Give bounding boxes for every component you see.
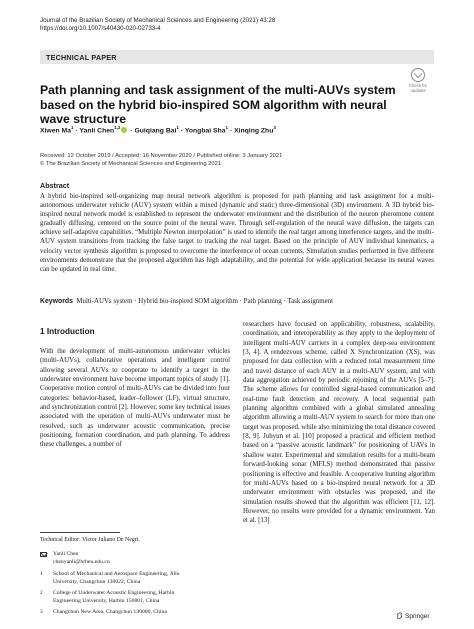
- affiliation-line: University, Changchun 130022, China: [53, 578, 141, 585]
- author-name[interactable]: Yongbai Sha: [184, 127, 226, 135]
- email-icon: [40, 552, 47, 557]
- affiliation-mark: 2: [40, 590, 43, 596]
- affiliation-line: Engineering University, Harbin 150001, China: [53, 597, 160, 604]
- affiliation-item: [40, 590, 240, 606]
- abstract-heading: Abstract: [40, 181, 70, 190]
- journal-header: [40, 17, 275, 33]
- check-updates-line1: Check for: [409, 83, 427, 88]
- author-name[interactable]: Xinqing Zhu: [234, 127, 274, 135]
- author-name[interactable]: Yanli Chen: [79, 127, 115, 135]
- affiliation-line: Changchun New Area, Changchun 130000, China: [53, 609, 167, 615]
- affiliation-mark: 1: [40, 571, 43, 577]
- corresponding-email[interactable]: chenyanli@hrbeu.edu.cn: [53, 558, 110, 565]
- author-affiliation-mark: 3: [273, 125, 276, 130]
- affiliation-line: School of Mechanical and Aerospace Engineering, Jilin: [53, 571, 180, 577]
- affiliation-mark: 3: [40, 609, 43, 615]
- corresponding-name: Yanli Chen: [53, 551, 79, 557]
- author-name[interactable]: Guiqiang Bai: [134, 127, 177, 135]
- springer-horse-icon: [396, 612, 403, 619]
- affiliation-line: College of Underwater Acoustic Engineering, Harbin: [53, 590, 175, 596]
- affiliation-item: [40, 571, 240, 587]
- author-name[interactable]: Xiwen Ma: [40, 127, 71, 135]
- orcid-icon[interactable]: [121, 127, 127, 133]
- section-heading-introduction: 1 Introduction: [40, 327, 95, 336]
- author-affiliation-mark: 1: [225, 125, 229, 130]
- check-for-updates-badge[interactable]: [403, 68, 433, 94]
- check-updates-icon: [411, 68, 425, 82]
- publication-dates: [40, 152, 282, 168]
- footnote-divider: [40, 532, 120, 533]
- section-label: TECHNICAL PAPER: [46, 53, 117, 62]
- abstract-text: A hybrid bio-inspired self-organizing map neural network algorithm is proposed for path planning and task assignment for a multi-autonomous underwater vehicle (AUV) system within a mixed (dynamic and static) three-dimensional (3D) environment. A 3D hybrid bio-inspired neural network model is established to represent the underwater environment and the distribution of the neuron pheromone content gradually diffusing, centered on the source point of the neural wave. Through self-regulation of the neural wave diffusion, the targets can achieve self-adaptive capabilities. “Multiple Newton interpolation” is used to identify the real target among interference targets, and the multi-AUV system transitions from tracking the false target to tracking the real target. Based on the principle of AUV individual kinematics, a velocity vector synthesis algorithm is proposed to overcome the interference of ocean currents. Simulation studies performed in five different environments demonstrate that the proposed algorithm has high adaptability, and the potential for wide application because its neural waves can be updated in real time.: [40, 193, 434, 273]
- author-affiliation-mark: 1: [176, 125, 179, 130]
- affiliation-item: [40, 609, 240, 618]
- technical-editor-note: Technical Editor: Victor Juliano De Negri.: [40, 537, 140, 543]
- corresponding-author: [40, 551, 240, 567]
- keywords-line: [40, 298, 434, 305]
- body-text-left-column: With the development of multi-autonomous underwater vehicles (multi-AUVs), collaborative operations and intelligent control allowing several AUVs to cooperate to identify a target in the underwater environment have become important topics of study [1]. Cooperative motion control of multi-AUVs can be divided into four categories: behavior-based, leader–follower (LF), virtual structure, and synchronization control [2]. However, some key technical issues associated with the operation of multi-AUVs underwater must be resolved, such as underwater acoustic communication, precise positioning, formation coordination, and path planning. To address these challenges, a number of: [40, 348, 230, 449]
- publisher-name: Springer: [405, 613, 430, 620]
- copyright-line: © The Brazilian Society of Mechanical Sciences and Engineering 2021: [40, 161, 222, 167]
- keywords-text: Multi-AUVs system · Hybrid bio-inspired SOM algorithm · Path planning · Task assignment: [76, 298, 334, 305]
- author-affiliation-mark: 1: [70, 125, 74, 130]
- check-updates-line2: updates: [410, 88, 426, 93]
- body-text-right-column: researchers have focused on applicability, robustness, scalability, coordination, and interoperability as they apply to the deployment of intelligent multi-AUV carriers in a complex deep-sea environment [3, 4]. A rendezvous scheme, called X Synchronization (XS), was proposed for data collection with a reduced total measurement time and travel distance of each AUV in a multi-AUV system, and with data aggregation achieved by periodic rejoining of the AUVs [5–7]. The scheme allows for controlled signal-based communication and real-time fault detection and recovery. A local sequential path planning algorithm combined with a global simulated annealing algorithm allowing a multi-AUV system to search for more than one target was proposed, while also minimizing the total distance covered [8, 9]. Juhyun et al. [10] proposed a practical and efficient method based on a “passive acoustic landmark” for positioning of UAVs in shallow water. Experimental and simulation results for a multi-beam forward-looking sonar (MFLS) method demonstrated that passive positioning is effective and feasible. A cooperative hunting algorithm for multi-AUVs based on a bio-inspired neural network for a 3D underwater environment with obstacles was proposed, and the simulation results showed that the algorithm was efficient [11, 12]. However, no results were provided for a dynamic environment. Yan et al. [13]: [243, 321, 435, 525]
- journal-citation: Journal of the Brazilian Society of Mechanical Sciences and Engineering (2021) 43:28: [40, 17, 276, 24]
- author-list: Xiwen $Ma^1$ · Yanli Chen$^{1,2}$ · Guiqiang Bai$^1$ · Yongbai Sha$^1$ · Xinqing Zhu$^3$: [40, 125, 276, 135]
- date-history: Received: 12 October 2019 / Accepted: 16 November 2020 / Published online: 3 January 2021: [40, 153, 283, 159]
- paper-title: Path planning and task assignment of the multi-AUVs system based on the hybrid bio-inspired SOM algorithm with neural wave structure: [40, 83, 396, 126]
- publisher-logo: [396, 612, 430, 620]
- doi-link[interactable]: https://doi.org/10.1007/s40430-020-02733-4: [40, 25, 161, 32]
- author-affiliation-mark: 1,2: [114, 125, 121, 130]
- keywords-label: Keywords: [40, 298, 73, 305]
